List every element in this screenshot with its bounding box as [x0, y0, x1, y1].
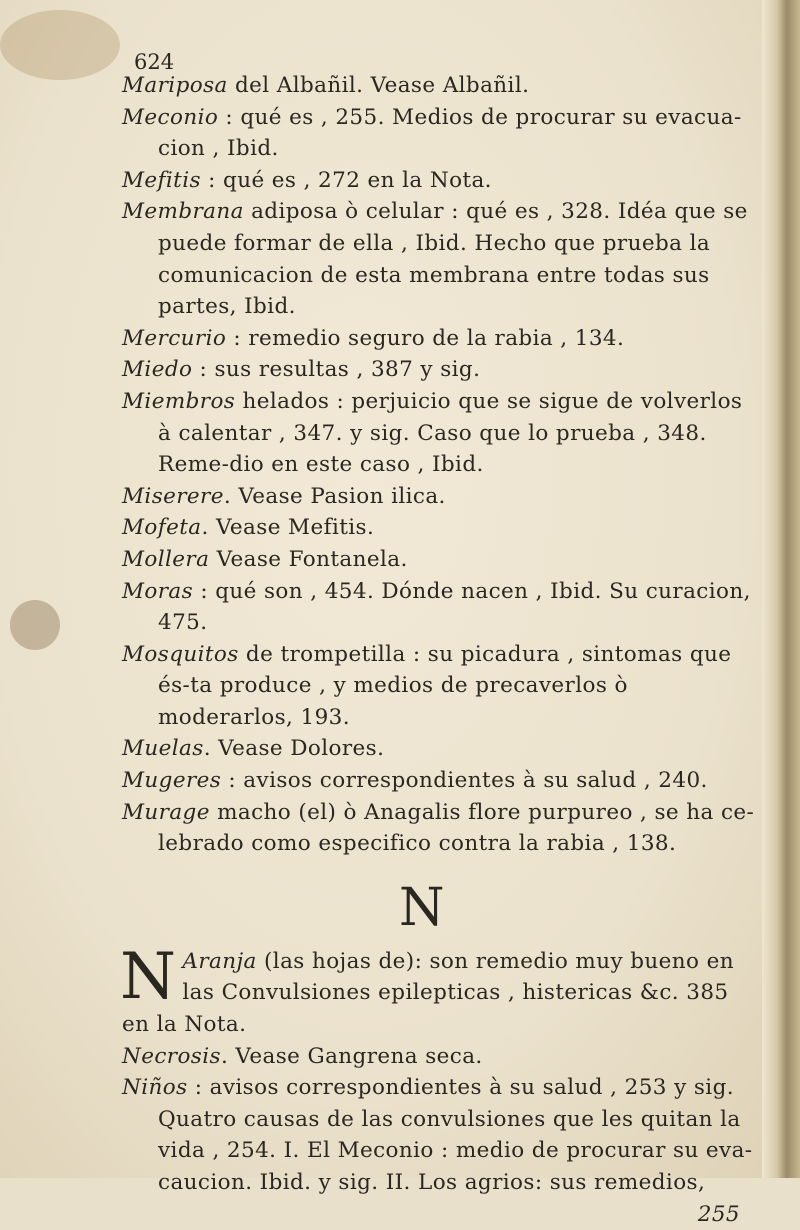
index-entry — [122, 102, 762, 165]
index-entry — [120, 939, 762, 1041]
page-edge — [762, 0, 800, 1178]
index-entry — [122, 1072, 762, 1198]
entry-headword: Mofeta — [122, 515, 202, 541]
index-entry — [122, 386, 762, 481]
drop-cap: N — [120, 939, 177, 1014]
index-entry — [122, 639, 762, 734]
catchword: 255 — [697, 1201, 740, 1227]
entry-headword: Miembros — [122, 388, 236, 414]
entry-headword: Miedo — [122, 357, 193, 383]
index-entry — [122, 196, 762, 322]
entry-headword: Necrosis — [122, 1043, 221, 1069]
entry-headword: Mariposa — [122, 73, 228, 98]
entry-text: : avisos correspondientes à su salud , 253 y sig. Quatro causas de las convulsiones que les quitan la vida , 254. I. El Meconio : medio de procurar su eva-caucion. Ibid. y sig. II. Los agrios: sus remedios, — [158, 1075, 753, 1195]
section-letter: N — [399, 877, 445, 938]
entries-m — [122, 70, 762, 860]
index-entry — [122, 576, 762, 639]
entry-headword: Niños — [122, 1075, 188, 1101]
index-entry — [122, 765, 762, 797]
entry-text: : remedio seguro de la rabia , 134. — [226, 325, 625, 351]
entries-n — [120, 939, 762, 1199]
entry-text: helados : perjuicio que se sigue de volverlos à calentar , 347. y sig. Caso que lo prueba , 348. Reme-dio en este caso , Ibid. — [158, 388, 743, 478]
entry-text: : qué es , 272 en la Nota. — [200, 167, 492, 193]
entry-headword: Mercurio — [122, 325, 227, 351]
index-entry — [122, 354, 762, 386]
index-entry — [122, 165, 762, 197]
index-entry — [122, 797, 762, 860]
index-entry — [122, 1041, 762, 1073]
entry-text: . Vease Dolores. — [203, 736, 385, 762]
entry-headword: Mugeres — [122, 768, 222, 794]
entry-text: . Vease Pasion ilica. — [223, 483, 446, 509]
index-entry — [122, 512, 762, 544]
entry-text: (las hojas de): son remedio muy bueno en las Convulsiones epilepticas , histericas &c. 385 en la Nota. — [122, 948, 734, 1038]
entry-text: macho (el) ò Anagalis flore purpureo , se ha ce-lebrado como especifico contra la rabia , 138. — [158, 799, 755, 857]
entry-headword: Aranja — [182, 948, 257, 974]
entry-headword: Miserere — [122, 483, 224, 509]
index-entry — [122, 70, 762, 102]
entry-text: : avisos correspondientes à su salud , 240. — [221, 768, 708, 794]
entry-text: de trompetilla : su picadura , sintomas que és-ta produce , y medios de precaverlos ò moderarlos, 193. — [158, 641, 732, 730]
entry-headword: Muelas — [122, 736, 204, 762]
page-number: 624 — [134, 50, 175, 74]
paper-stain — [0, 10, 120, 80]
entry-headword: Mefitis — [122, 167, 201, 193]
entry-text: : qué son , 454. Dónde nacen , Ibid. Su curacion, 475. — [158, 578, 751, 636]
entry-text: . Vease Mefitis. — [201, 515, 375, 541]
entry-headword: Meconio — [122, 104, 219, 130]
entry-text: adiposa ò celular : qué es , 328. Idéa que se puede formar de ella , Ibid. Hecho que prueba la comunicacion de esta membrana entre todas sus partes, Ibid. — [158, 199, 748, 320]
entry-headword: Mollera — [122, 546, 210, 572]
index-column — [122, 50, 762, 1230]
entry-headword: Moras — [122, 578, 194, 604]
index-entry — [122, 481, 762, 513]
entry-text: : sus resultas , 387 y sig. — [192, 357, 481, 383]
entry-text: : qué es , 255. Medios de procurar su evacua-cion , Ibid. — [158, 104, 742, 162]
index-entry — [122, 323, 762, 355]
entry-text: del Albañil. Vease Albañil. — [227, 73, 530, 98]
index-entry — [122, 544, 762, 576]
entry-headword: Membrana — [122, 199, 244, 225]
entry-text: . Vease Gangrena seca. — [220, 1043, 483, 1069]
entry-text: Vease Fontanela. — [209, 546, 408, 572]
index-entry — [122, 733, 762, 765]
paper-stain — [10, 600, 60, 650]
entry-headword: Murage — [122, 799, 210, 825]
entry-headword: Mosquitos — [122, 641, 239, 667]
